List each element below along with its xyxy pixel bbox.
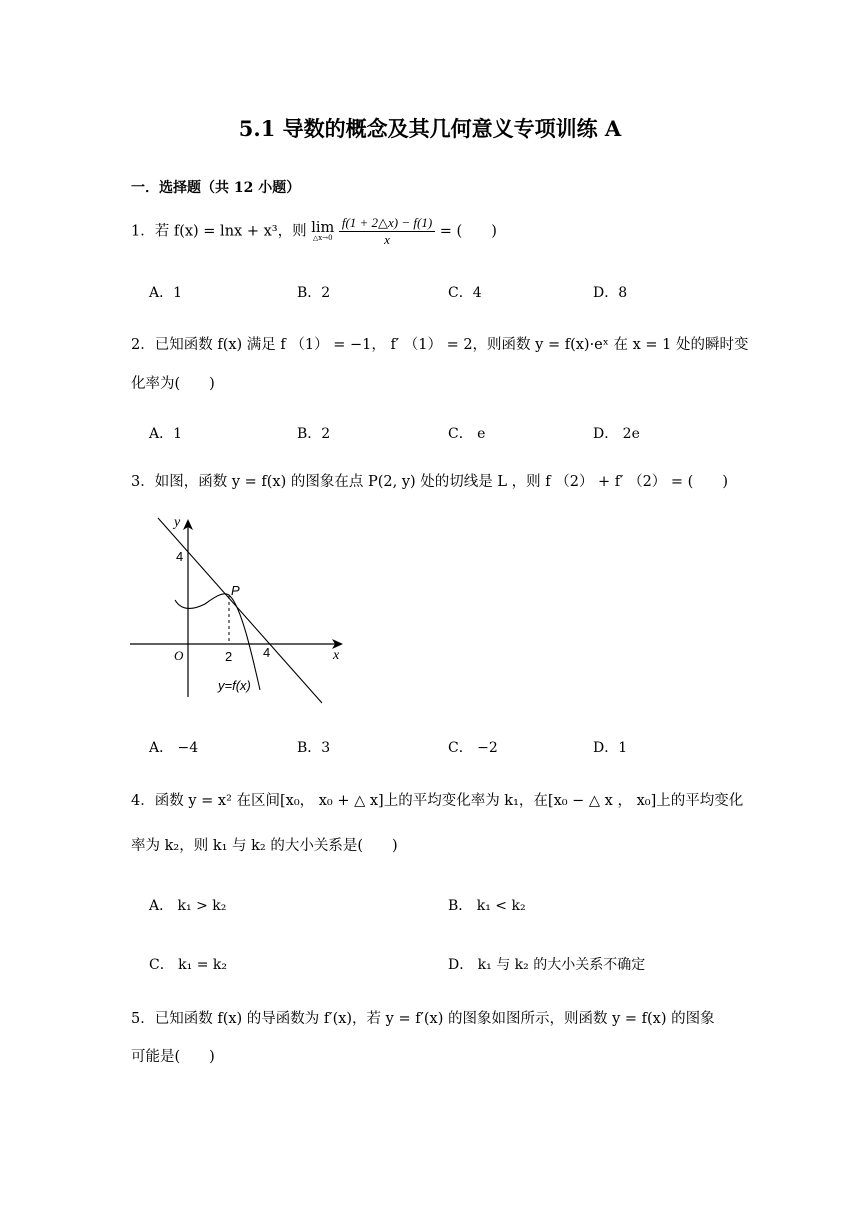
limit-subscript: △x→0 [312, 234, 333, 243]
q1-option-b[interactable]: B．2 [297, 285, 331, 301]
q2-option-b[interactable]: B．2 [297, 426, 331, 442]
question-1 [131, 215, 497, 248]
q2-option-c[interactable]: C． e [448, 426, 486, 442]
q3-option-c[interactable]: C． −2 [448, 740, 498, 756]
y-tick-4: 4 [176, 549, 184, 564]
page-title: 5.1 导数的概念及其几何意义专项训练 A [238, 116, 622, 141]
q2-option-a[interactable]: A．1 [149, 426, 183, 442]
curve-label: y=f(x) [218, 678, 251, 693]
point-p-label: P [231, 583, 240, 598]
question-1-tail: = ( ) [439, 223, 497, 240]
question-3-stem: 3．如图，函数 y = f(x) 的图象在点 P(2, y) 处的切线是 L ，则 f （2） + f′ （2） = ( ) [131, 474, 728, 490]
question-5-line2: 可能是( ) [131, 1049, 215, 1065]
fraction [339, 215, 435, 248]
question-1-stem: 1．若 f(x) = lnx + x³，则 [131, 223, 307, 240]
q1-option-c[interactable]: C．4 [448, 285, 482, 301]
q2-option-d[interactable]: D． 2e [593, 426, 640, 442]
question-2-line2: 化率为( ) [131, 376, 215, 392]
q3-option-a[interactable]: A． −4 [149, 740, 199, 756]
question-4-line2: 率为 k₂，则 k₁ 与 k₂ 的大小关系是( ) [131, 838, 398, 854]
q3-option-d[interactable]: D．1 [593, 740, 628, 756]
question-2-line1: 2．已知函数 f(x) 满足 f （1） = −1， f′ （1） = 2，则函数 y = f(x)·eˣ 在 x = 1 处的瞬时变 [131, 337, 749, 353]
x-axis-label: x [333, 648, 340, 663]
limit-operator [311, 221, 334, 243]
q4-option-c[interactable]: C． k₁ = k₂ [149, 957, 227, 973]
origin-label: O [174, 648, 184, 663]
tangent-line [158, 518, 322, 703]
q4-option-b[interactable]: B． k₁ < k₂ [448, 898, 526, 914]
fraction-numerator: f(1 + 2△x) − f(1) [339, 215, 435, 232]
y-axis-label: y [174, 515, 181, 530]
question-3-graph [125, 505, 350, 710]
question-5-line1: 5．已知函数 f(x) 的导函数为 f′(x)，若 y = f′(x) 的图象如图所示，则函数 y = f(x) 的图象 [131, 1011, 715, 1027]
x-tick-2: 2 [225, 649, 233, 664]
limit-label: lim [311, 219, 335, 236]
q3-option-b[interactable]: B．3 [297, 740, 331, 756]
fraction-denominator: x [384, 232, 390, 247]
question-4-line1: 4．函数 y = x² 在区间[x₀， x₀ + △ x]上的平均变化率为 k₁，在[x₀ − △ x ， x₀]上的平均变化 [131, 793, 744, 809]
x-tick-4: 4 [263, 645, 271, 660]
q4-option-a[interactable]: A． k₁ > k₂ [149, 898, 227, 914]
q4-option-d[interactable]: D． k₁ 与 k₂ 的大小关系不确定 [448, 957, 646, 973]
q1-option-d[interactable]: D．8 [593, 285, 628, 301]
q1-option-a[interactable]: A．1 [149, 285, 183, 301]
section-heading: 一．选择题（共 12 小题） [131, 180, 301, 196]
